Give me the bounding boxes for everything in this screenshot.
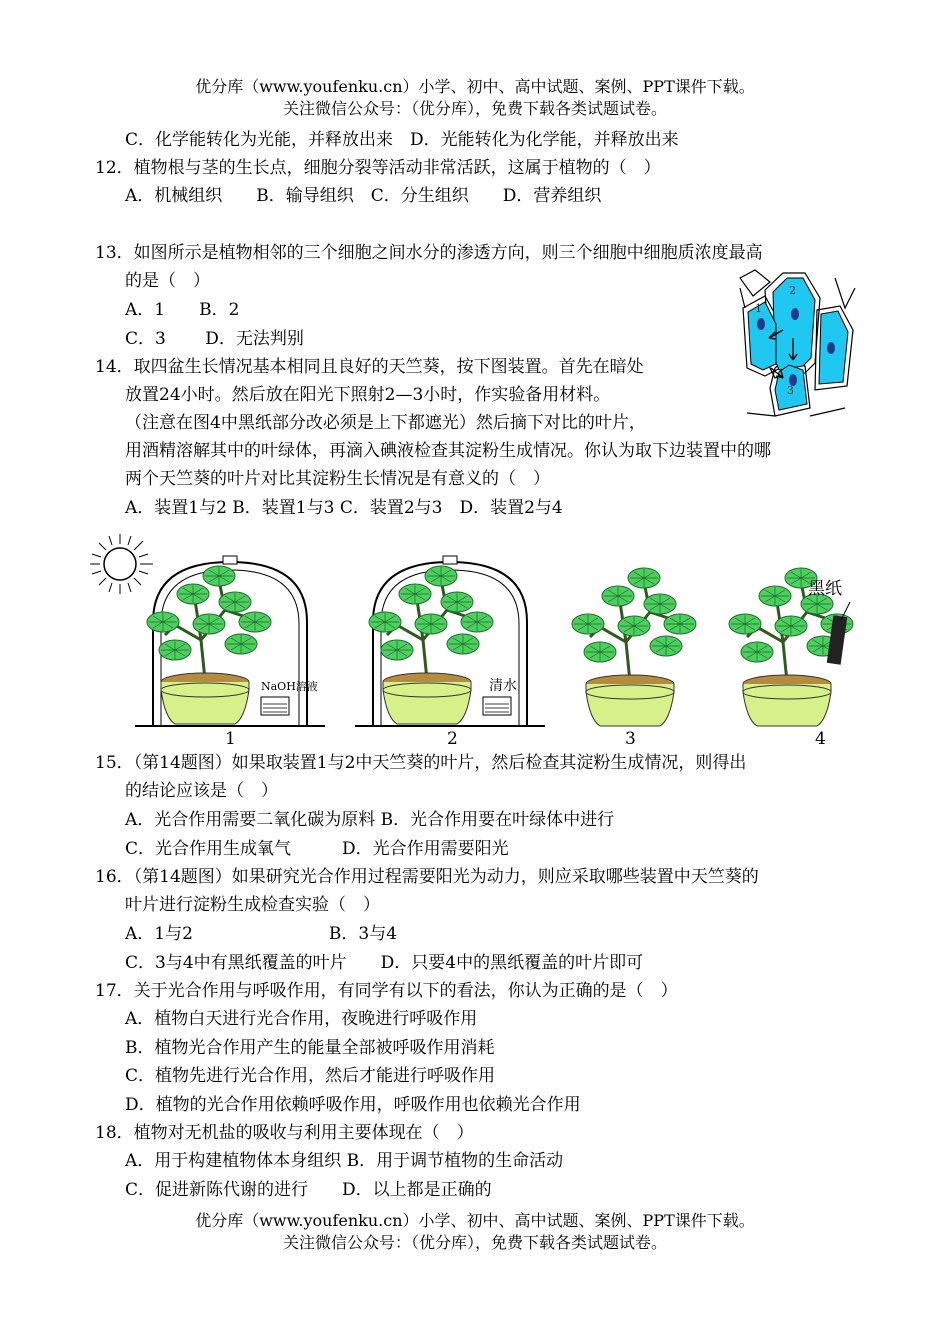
header-line-1: 优分库（www.youfenku.cn）小学、初中、高中试题、案例、PPT课件下载。 <box>195 77 755 96</box>
q13-stem-1: 13．如图所示是植物相邻的三个细胞之间水分的渗透方向，则三个细胞中细胞质浓度最高 <box>95 243 763 263</box>
q12-stem: 12．植物根与茎的生长点，细胞分裂等活动非常活跃，这属于植物的（ ） <box>95 158 661 178</box>
q16-options-cd: C．3与4中有黑纸覆盖的叶片 D．只要4中的黑纸覆盖的叶片即可 <box>125 953 644 973</box>
apparatus-2 <box>355 556 545 749</box>
q16-line-2: 叶片进行淀粉生成检查实验（ ） <box>125 895 380 915</box>
q18-options-cd: C．促进新陈代谢的进行 D．以上都是正确的 <box>125 1180 492 1200</box>
q15-options-ab: A．光合作用需要二氧化碳为原料 B．光合作用要在叶绿体中进行 <box>125 810 615 830</box>
naoh-label: NaOH溶液 <box>261 680 318 693</box>
apparatus-number-3: 3 <box>625 729 636 749</box>
cell-diagram <box>735 268 865 420</box>
apparatus-number-4: 4 <box>815 729 826 749</box>
q15-line-2: 的结论应该是（ ） <box>125 781 278 801</box>
q11-options-cd: C．化学能转化为光能，并释放出来 D．光能转化为化学能，并释放出来 <box>125 130 679 150</box>
q13-options-cd: C．3 D．无法判别 <box>125 329 304 349</box>
cell-label-1: 1 <box>755 302 762 315</box>
q16-line-1: 16．（第14题图）如果研究光合作用过程需要阳光为动力，则应采取哪些装置中天竺葵的 <box>95 867 759 887</box>
apparatus-4 <box>729 568 853 749</box>
apparatus-number-2: 2 <box>447 729 458 749</box>
water-label: 清水 <box>489 678 517 694</box>
q14-line-1: 14．取四盆生长情况基本相同且良好的天竺葵，按下图装置。首先在暗处 <box>95 357 644 377</box>
q14-line-5: 两个天竺葵的叶片对比其淀粉生长情况是有意义的（ ） <box>125 469 550 489</box>
apparatus-1 <box>135 556 325 749</box>
q15-line-1: 15．（第14题图）如果取装置1与2中天竺葵的叶片，然后检查其淀粉生成情况，则得出 <box>95 753 747 773</box>
header-line-2: 关注微信公众号：（优分库），免费下载各类试题试卷。 <box>282 99 667 118</box>
sun-icon <box>90 534 153 594</box>
experiment-figure <box>75 532 875 750</box>
q14-line-2: 放置24小时。然后放在阳光下照射2—3小时，作实验备用材料。 <box>125 385 611 405</box>
q15-options-cd: C．光合作用生成氧气 D．光合作用需要阳光 <box>125 839 509 859</box>
apparatus-3 <box>572 568 696 749</box>
black-paper-label: 黑纸 <box>808 579 842 599</box>
q14-line-3: （注意在图4中黑纸部分改必须是上下都遮光）然后摘下对比的叶片， <box>125 413 646 433</box>
q18-options-ab: A．用于构建植物体本身组织 B．用于调节植物的生命活动 <box>125 1151 564 1171</box>
q16-options-ab: A．1与2 B．3与4 <box>125 924 398 944</box>
q17-option-b: B．植物光合作用产生的能量全部被呼吸作用消耗 <box>125 1038 495 1058</box>
q17-option-c: C．植物先进行光合作用，然后才能进行呼吸作用 <box>125 1066 496 1086</box>
q17-option-d: D．植物的光合作用依赖呼吸作用，呼吸作用也依赖光合作用 <box>125 1095 581 1115</box>
cell-label-3: 3 <box>787 384 794 397</box>
footer-line-2: 关注微信公众号：（优分库），免费下载各类试题试卷。 <box>282 1233 667 1252</box>
apparatus-number-1: 1 <box>225 729 236 749</box>
cell-label-2: 2 <box>789 284 796 297</box>
q12-options: A．机械组织 B．输导组织 C．分生组织 D．营养组织 <box>125 186 602 206</box>
q18-stem: 18．植物对无机盐的吸收与利用主要体现在（ ） <box>95 1123 474 1143</box>
q17-stem: 17．关于光合作用与呼吸作用，有同学有以下的看法，你认为正确的是（ ） <box>95 981 678 1001</box>
q17-option-a: A．植物白天进行光合作用，夜晚进行呼吸作用 <box>125 1009 478 1029</box>
footer-line-1: 优分库（www.youfenku.cn）小学、初中、高中试题、案例、PPT课件下载。 <box>195 1211 755 1230</box>
q14-line-4: 用酒精溶解其中的叶绿体，再滴入碘液检查其淀粉生成情况。你认为取下边装置中的哪 <box>125 441 771 461</box>
q14-options: A．装置1与2 B．装置1与3 C．装置2与3 D．装置2与4 <box>125 498 563 518</box>
q13-stem-2: 的是（ ） <box>125 271 210 291</box>
q13-options-ab: A．1 B．2 <box>125 300 240 320</box>
